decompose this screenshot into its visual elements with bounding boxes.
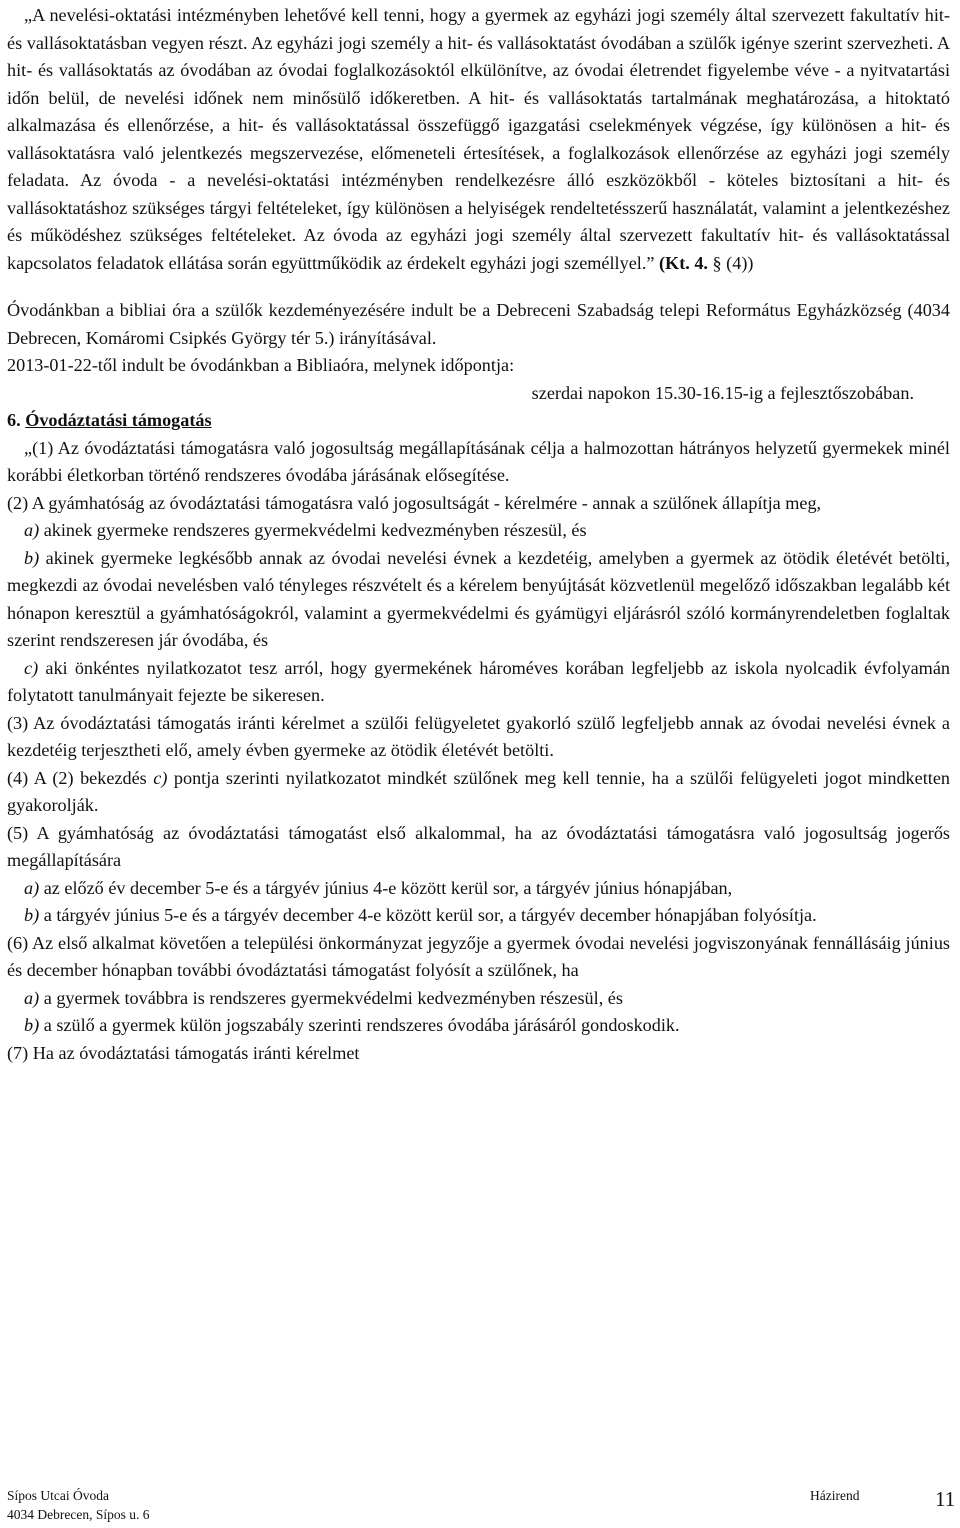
document-body — [7, 2, 950, 1067]
section-number: 6. — [7, 410, 26, 430]
section-title: Óvodáztatási támogatás — [25, 410, 212, 430]
clause-6a — [7, 985, 950, 1013]
bible-class-start-line: 2013-01-22-től indult be óvodánkban a Bibliaóra, melynek időpontja: — [7, 355, 515, 375]
clause-2c-text: aki önkéntes nyilatkozatot tesz arról, hogy gyermekének hároméves korában legfeljebb az iskola nyolcadik évfolyamán folytatott tanulmányait fejezte be sikeresen. — [7, 657, 950, 705]
clause-6a-text: a gyermek továbbra is rendszeres gyermekvédelmi kedvezményben részesül, és — [39, 987, 623, 1008]
page-number: 11 — [935, 1487, 956, 1511]
bible-class-schedule-line: szerdai napokon 15.30-16.15-ig a fejlesztőszobában. — [531, 382, 914, 403]
clause-5a-label: a) — [24, 877, 40, 898]
clause-5: (5) A gyámhatóság az óvodáztatási támogatást első alkalommal, ha az óvodáztatási támogatásra való jogosultság jogerős megállapítására — [7, 822, 950, 870]
clause-2a-text: akinek gyermeke rendszeres gyermekvédelmi kedvezményben részesül, és — [39, 520, 587, 540]
clause-2: (2) A gyámhatóság az óvodáztatási támogatásra való jogosultságát - kérelmére - annak a szülőnek állapítja meg, — [7, 492, 822, 513]
clause-2b — [7, 545, 950, 655]
quote-paragraph — [7, 2, 950, 277]
page-footer — [7, 1486, 957, 1526]
clause-2b-text: akinek gyermeke legkésőbb annak az óvodai nevelési évnek a kezdetéig, amelyben a gyermek az ötödik életévét betölti, megkezdi az óvodai nevelésben való tényleges részvételt és a kérelem benyújtását közvetlenül megelőző időszakban legalább két hónapon keresztül a gyámhatóságokról, valamint a gyermekvédelmi és gyámügyi eljárásról szóló kormányrendeletben foglaltak szerint rendszeresen jár óvodába, és — [7, 547, 950, 650]
clause-2b-label: b) — [24, 547, 40, 568]
clause-6b-text: a szülő a gyermek külön jogszabály szerinti rendszeres óvodába járásáról gondoskodik. — [39, 1015, 680, 1035]
footer-address — [7, 1486, 149, 1524]
clause-6: (6) Az első alkalmat követően a települési önkormányzat jegyzője a gyermek óvodai nevelési jogviszonyának fennállásáig június és december hónapban további óvodáztatási támogatást folyósít a szülőnek, ha — [7, 932, 950, 980]
law-reference: (Kt. 4. — [658, 252, 708, 273]
footer-institution: Sípos Utcai Óvoda — [7, 1488, 109, 1503]
clause-5b-label: b) — [24, 905, 40, 925]
clause-1: „(1) Az óvodáztatási támogatásra való jogosultság megállapításának célja a halmozottan hátrányos helyzetű gyermekek minél korábbi életkorban történő rendszeres óvodába járásának elősegítése. — [7, 437, 950, 485]
clause-2a — [7, 517, 950, 545]
clause-4 — [7, 765, 950, 820]
bible-class-paragraph: Óvodánkban a bibliai óra a szülők kezdeményezésére indult be a Debreceni Szabadság telepi Református Egyházközség (4034 Debrecen, Komáromi Csipkés György tér 5.) irányításával. — [7, 300, 950, 348]
clause-2c-label: c) — [24, 657, 39, 678]
section-heading — [7, 407, 950, 435]
clause-5b — [7, 902, 950, 930]
clause-3: (3) Az óvodáztatási támogatás iránti kérelmet a szülői felügyeletet gyakorló szülő legfeljebb annak az óvodai nevelési évnek a kezdetéig terjesztheti elő, amely évben gyermeke az ötödik életévét betölti. — [7, 712, 950, 760]
clause-7: (7) Ha az óvodáztatási támogatás iránti kérelmet — [7, 1042, 360, 1063]
clause-4-text-b: pontja szerinti nyilatkozatot mindkét szülőnek meg kell tennie, ha a szülői felügyeleti jogot mindketten gyakorolják. — [7, 767, 950, 815]
footer-document-title: Házirend — [810, 1488, 860, 1503]
clause-6b — [7, 1012, 950, 1040]
clause-5a — [7, 875, 950, 903]
quote-text: „A nevelési-oktatási intézményben lehetővé kell tenni, hogy a gyermek az egyházi jogi személy által szervezett fakultatív hit- és vallásoktatásban vegyen részt. Az egyházi jogi személy a hit- és vallásoktatást óvodában a szülők igénye szerint szervezheti. A hit- és vallásoktatás az óvodában az óvodai foglalkozásoktól elkülönítve, az óvodai életrendet figyelembe véve - a nyitvatartási időn belül, de nevelési időnek nem minősülő időkeretben. A hit- és vallásoktatás tartalmának meghatározása, a hitoktató alkalmazása és ellenőrzése, a hit- és vallásoktatással összefüggő igazgatási cselekmények végzése, így különösen a hit- és vallásoktatásra való jelentkezés megszervezése, előmeneteli értesítések, a foglalkozások ellenőrzése az egyházi jogi személy feladata. Az óvoda - a nevelési-oktatási intézményben rendelkezésre álló eszközökből - köteles biztosítani a hit- és vallásoktatáshoz szükséges tárgyi feltételeket, így különösen a helyiségek rendeltetésszerű használatát, valamint a jelentkezéshez és működéshez szükséges feltételeket. Az óvoda az egyházi jogi személy által szervezett fakultatív hit- és vallásoktatással kapcsolatos feladatok ellátása során együttműködik az érdekelt egyházi jogi személlyel.” — [7, 5, 950, 273]
clause-5b-text: a tárgyév június 5-e és a tárgyév december 4-e között kerül sor, a tárgyév december hónapjában folyósítja. — [39, 905, 817, 925]
clause-6a-label: a) — [24, 987, 40, 1008]
clause-6b-label: b) — [24, 1015, 40, 1035]
clause-2c — [7, 655, 950, 710]
clause-4-label: c) — [153, 767, 168, 788]
clause-2a-label: a) — [24, 520, 40, 540]
clause-5a-text: az előző év december 5-e és a tárgyév június 4-e között kerül sor, a tárgyév június hónapjában, — [39, 877, 733, 898]
law-reference-rest: § (4)) — [707, 252, 754, 273]
clause-4-text-a: (4) A (2) bekezdés — [7, 767, 154, 788]
footer-street: 4034 Debrecen, Sípos u. 6 — [7, 1507, 150, 1522]
